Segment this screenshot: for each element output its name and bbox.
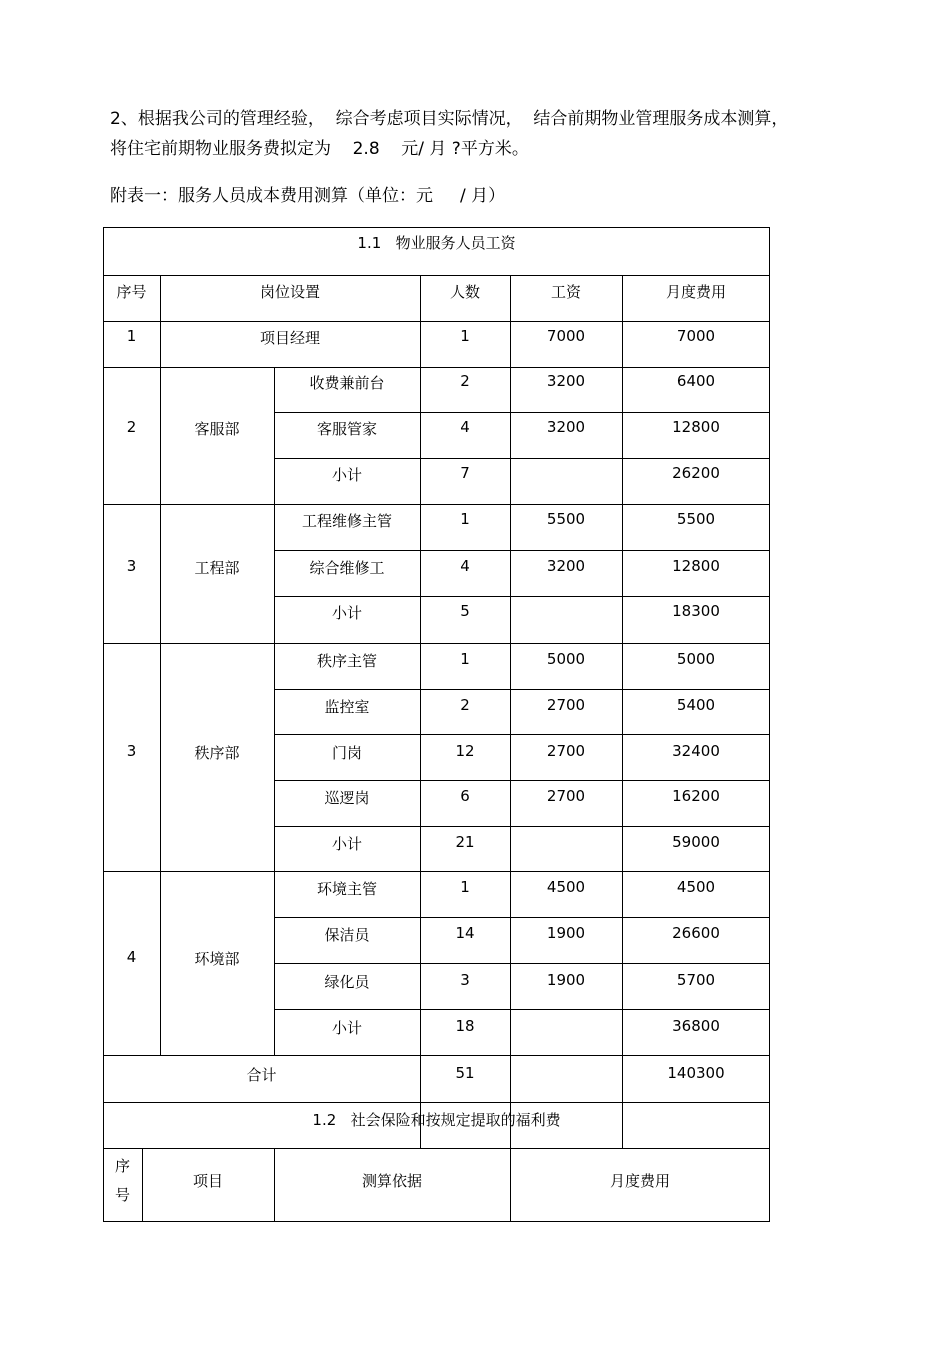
post-count: 1 [460, 878, 470, 896]
post-monthly: 32400 [672, 742, 720, 760]
dept-no: 3 [126, 557, 137, 575]
post-count: 4 [460, 418, 470, 436]
header-monthly: 月度费用 [609, 1172, 670, 1190]
dept-name: 秩序部 [194, 744, 240, 762]
post-count: 2 [460, 696, 470, 714]
post-name: 巡逻岗 [324, 789, 370, 807]
dept-name: 客服部 [194, 420, 240, 438]
post-monthly: 4500 [676, 878, 716, 896]
dept-no: 2 [126, 418, 137, 436]
section-2-title: 1.2 社会保险和按规定提取的福利费 [312, 1111, 561, 1129]
header-wage: 工资 [550, 283, 581, 301]
post-name: 工程维修主管 [301, 512, 392, 530]
post-count: 14 [455, 924, 475, 942]
dept-name: 环境部 [194, 950, 240, 968]
post-monthly: 6400 [676, 372, 716, 390]
subtotal-label: 小计 [331, 835, 362, 853]
subtotal-count: 7 [460, 464, 470, 482]
post-monthly: 5700 [676, 971, 716, 989]
row-monthly: 7000 [676, 327, 716, 345]
post-count: 1 [460, 510, 470, 528]
post-monthly: 5000 [676, 650, 716, 668]
header-no-line-1: 序 [114, 1157, 130, 1175]
post-name: 门岗 [331, 744, 362, 762]
dept-no: 3 [126, 742, 137, 760]
post-name: 秩序主管 [316, 652, 377, 670]
dept-name: 工程部 [194, 559, 240, 577]
row-count: 1 [460, 327, 470, 345]
header-monthly: 月度费用 [665, 283, 726, 301]
subtotal-label: 小计 [331, 604, 362, 622]
dept-no: 4 [126, 948, 137, 966]
post-wage: 1900 [546, 971, 586, 989]
intro-line-2: 将住宅前期物业服务费拟定为 2.8 元/ 月 ?平方米。 [110, 139, 529, 159]
post-name: 绿化员 [324, 973, 370, 991]
post-wage: 2700 [546, 742, 586, 760]
post-count: 4 [460, 557, 470, 575]
header-position: 岗位设置 [259, 283, 320, 301]
section-1-title: 1.1 物业服务人员工资 [357, 234, 516, 252]
post-count: 6 [460, 787, 470, 805]
post-wage: 5000 [546, 650, 586, 668]
post-name: 环境主管 [316, 880, 377, 898]
post-count: 2 [460, 372, 470, 390]
total-monthly: 140300 [667, 1064, 725, 1082]
post-count: 12 [455, 742, 475, 760]
subtotal-label: 小计 [331, 1019, 362, 1037]
subtotal-count: 21 [455, 833, 475, 851]
subtotal-label: 小计 [331, 466, 362, 484]
row-no: 1 [126, 327, 137, 345]
subtotal-monthly: 18300 [672, 602, 720, 620]
post-wage: 5500 [546, 510, 586, 528]
post-monthly: 12800 [672, 418, 720, 436]
post-count: 3 [460, 971, 470, 989]
post-name: 保洁员 [324, 926, 370, 944]
subtotal-count: 18 [455, 1017, 475, 1035]
post-wage: 4500 [546, 878, 586, 896]
row-wage: 7000 [546, 327, 586, 345]
post-wage: 1900 [546, 924, 586, 942]
row-position: 项目经理 [259, 329, 320, 347]
post-count: 1 [460, 650, 470, 668]
post-wage: 3200 [546, 372, 586, 390]
post-name: 监控室 [324, 698, 370, 716]
post-name: 收费兼前台 [309, 374, 385, 392]
header-no: 序号 [116, 283, 147, 301]
table-caption: 附表一：服务人员成本费用测算（单位：元 / 月） [110, 186, 506, 206]
post-monthly: 26600 [672, 924, 720, 942]
subtotal-monthly: 36800 [672, 1017, 720, 1035]
post-wage: 3200 [546, 418, 586, 436]
intro-line-1: 2、根据我公司的管理经验， 综合考虑项目实际情况， 结合前期物业管理服务成本测算， [110, 109, 789, 129]
subtotal-monthly: 26200 [672, 464, 720, 482]
post-monthly: 5500 [676, 510, 716, 528]
header-basis: 测算依据 [361, 1172, 422, 1190]
header-item: 项目 [192, 1172, 223, 1190]
post-monthly: 16200 [672, 787, 720, 805]
header-no-line-2: 号 [114, 1186, 130, 1204]
total-label: 合计 [246, 1066, 277, 1084]
post-monthly: 12800 [672, 557, 720, 575]
post-name: 客服管家 [316, 420, 377, 438]
post-name: 综合维修工 [309, 559, 385, 577]
subtotal-monthly: 59000 [672, 833, 720, 851]
subtotal-count: 5 [460, 602, 470, 620]
post-monthly: 5400 [676, 696, 716, 714]
post-wage: 3200 [546, 557, 586, 575]
header-count: 人数 [449, 283, 480, 301]
post-wage: 2700 [546, 696, 586, 714]
post-wage: 2700 [546, 787, 586, 805]
total-count: 51 [455, 1064, 475, 1082]
